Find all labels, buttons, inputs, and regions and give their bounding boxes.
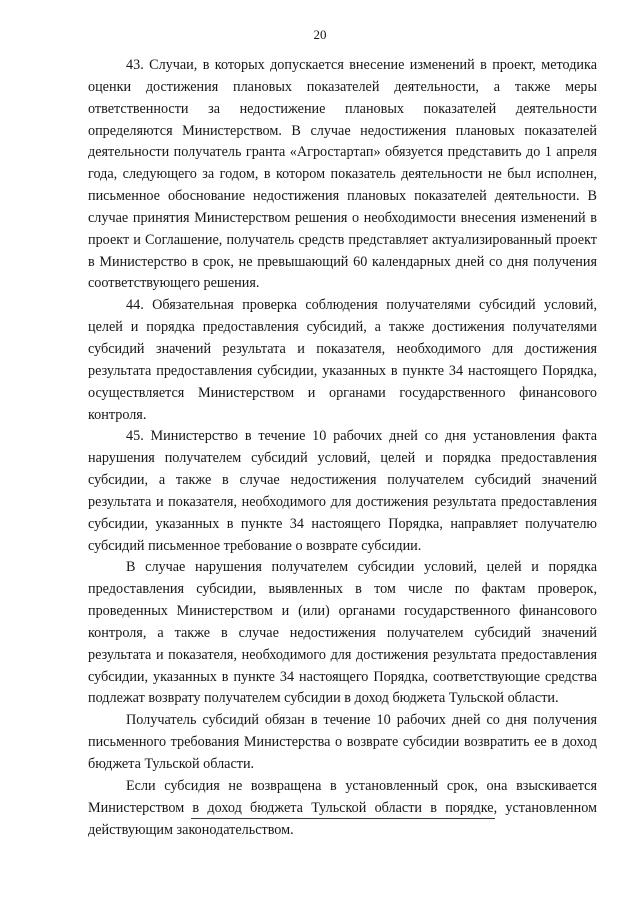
- paragraph-return-deadline: Получатель субсидий обязан в течение 10 рабочих дней со дня получения письменного требования Министерства о возврате субсидии возвратить ее в доход бюджета Тульской области.: [88, 712, 597, 772]
- paragraph-recovery: Если субсидия не возвращена в установленный срок, она взыскивается Министерством в доход бюджета Тульской области в порядке, установленном действующим законодательством.: [88, 777, 597, 838]
- document-body: [88, 55, 597, 841]
- page-number: 20: [313, 27, 327, 42]
- paragraph-44: 44. Обязательная проверка соблюдения получателями субсидий условий, целей и порядка предоставления субсидий, а также достижения получателями субсидий значений результата и показателя, необходимого для достижения результата предоставления субсидии, указанных в пункте 34 настоящего Порядка, осуществляется Министерством и органами государственного финансового контроля.: [88, 297, 597, 423]
- paragraph-43: 43. Случаи, в которых допускается внесение изменений в проект, методика оценки достижения плановых показателей деятельности, а также меры ответственности за недостижение плановых показателей деятельности определяются Министерством. В случае недостижения плановых показателей деятельности получатель гранта «Агростартап» обязуется представить до 1 апреля года, следующего за годом, в котором показатель деятельности не был исполнен, письменное обоснование недостижения плановых показателей деятельности. В случае принятия Министерством решения о необходимости внесения изменений в проект и Соглашение, получатель средств представляет актуализированный проект в Министерство в срок, не превышающий 60 календарных дней со дня получения соответствующего решения.: [88, 57, 597, 292]
- paragraph-45: 45. Министерство в течение 10 рабочих дней со дня установления факта нарушения получателем субсидий условий, целей и порядка предоставления субсидии, а также в случае недостижения получателем субсидий значений результата и показателя, необходимого для достижения результата предоставления субсидии, указанных в пункте 34 настоящего Порядка, направляет получателю субсидий письменное требование о возврате субсидии.: [88, 428, 597, 554]
- paragraph-violation-return: В случае нарушения получателем субсидии условий, целей и порядка предоставления субсидии, выявленных в том числе по фактам проверок, проведенных Министерством и (или) органами государственного финансового контроля, а также в случае недостижения получателем субсидий значений результата и показателя, необходимого для достижения результата предоставления субсидии, указанных в пункте 34 настоящего Порядка, соответствующие средства подлежат возврату получателем субсидии в доход бюджета Тульской области.: [88, 559, 597, 707]
- end-separator-line: [191, 818, 495, 819]
